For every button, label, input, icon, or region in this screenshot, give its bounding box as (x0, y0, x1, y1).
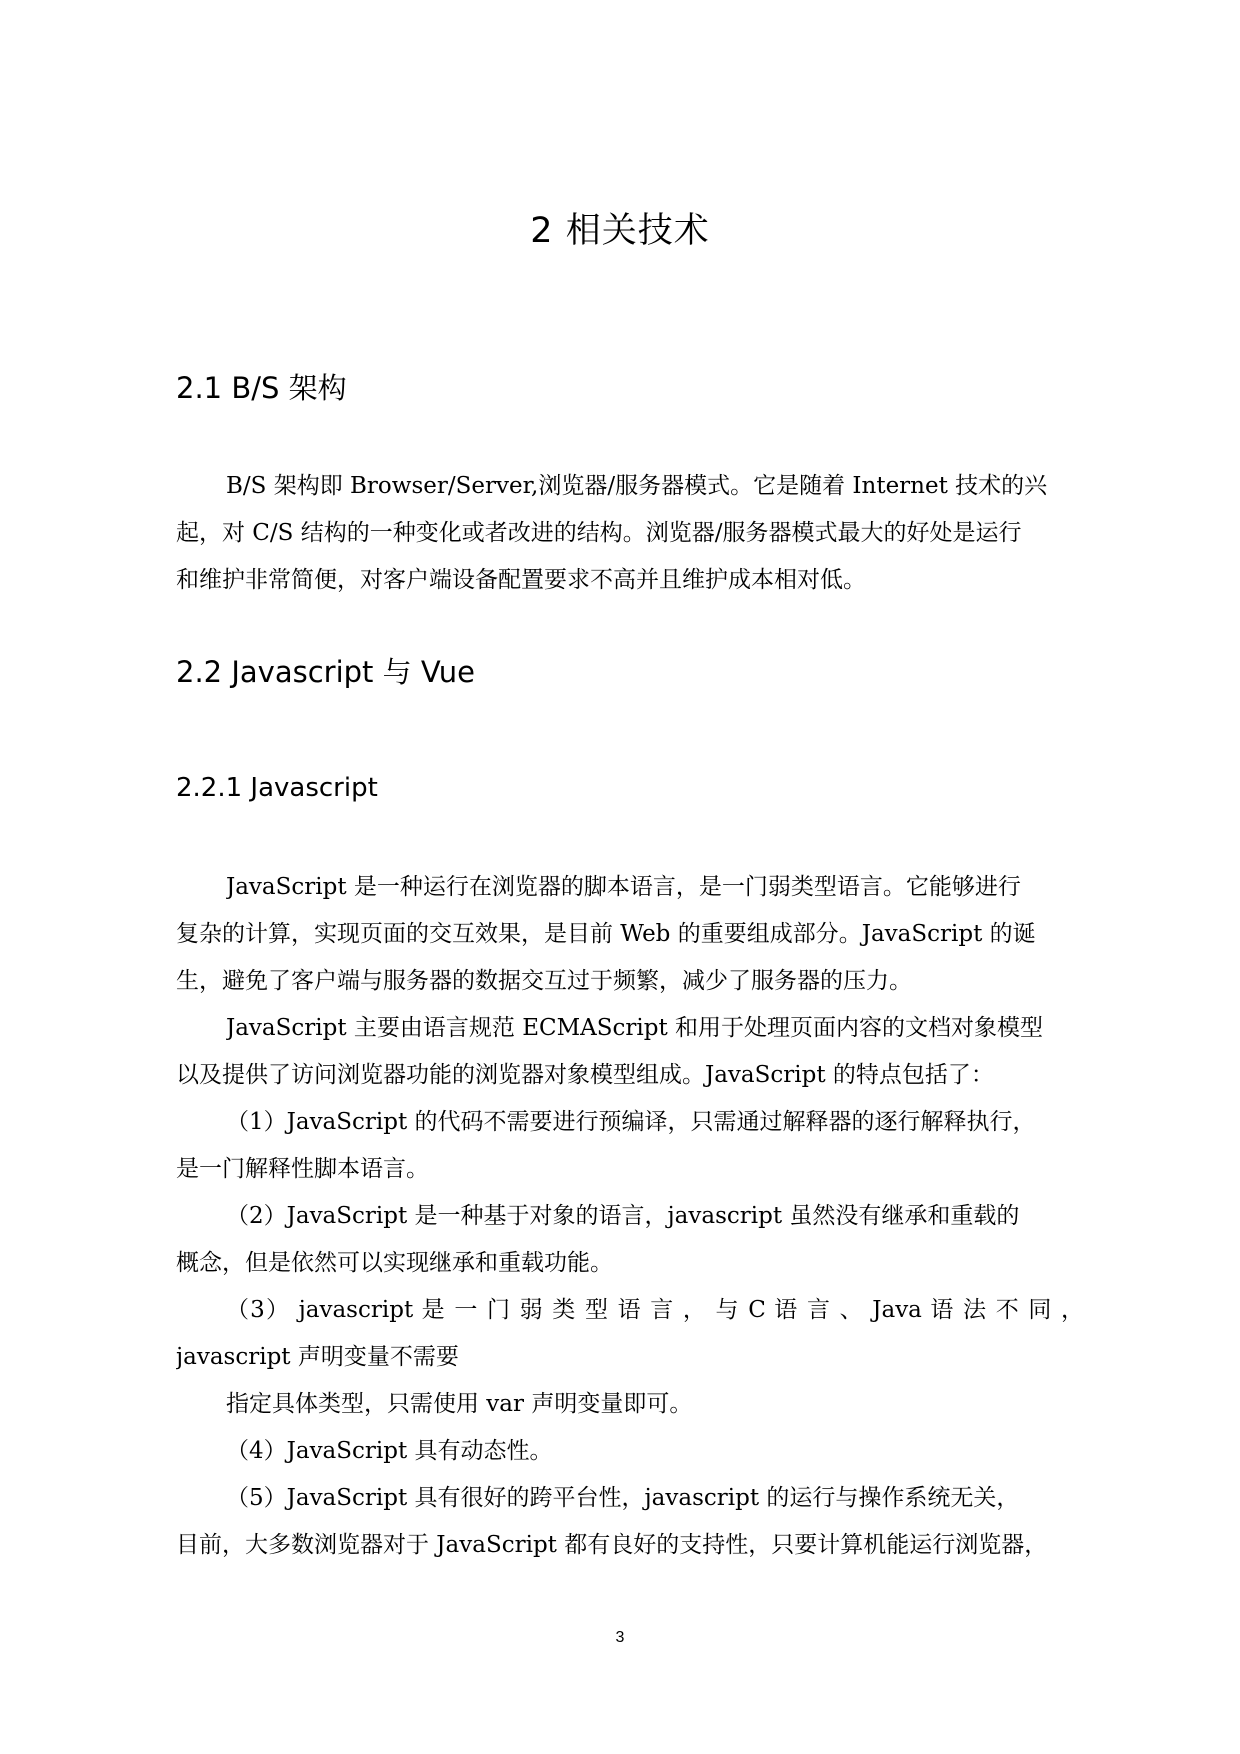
paragraph-line: 复杂的计算，实现页面的交互效果，是目前 Web 的重要组成部分。JavaScript 的诞 (176, 921, 1036, 947)
paragraph-line: 和维护非常简便，对客户端设备配置要求不高并且维护成本相对低。 (176, 567, 866, 593)
list-item-line: （5）JavaScript 具有很好的跨平台性，javascript 的运行与操作系统无关， (226, 1485, 1020, 1511)
section-heading-2-1: 2.1 B/S 架构 (176, 371, 347, 405)
section-heading-2-2-1: 2.2.1 Javascript (176, 773, 378, 803)
section-heading-2-2: 2.2 Javascript 与 Vue (176, 655, 475, 689)
list-item-line: （4）JavaScript 具有动态性。 (226, 1438, 553, 1464)
paragraph-line: 以及提供了访问浏览器功能的浏览器对象模型组成。JavaScript 的特点包括了： (176, 1062, 994, 1088)
list-item-line: 指定具体类型，只需使用 var 声明变量即可。 (226, 1391, 693, 1417)
paragraph-line: 生，避免了客户端与服务器的数据交互过于频繁，减少了服务器的压力。 (176, 968, 912, 994)
paragraph-line: JavaScript 主要由语言规范 ECMAScript 和用于处理页面内容的文档对象模型 (226, 1015, 1044, 1041)
list-item-line: （3） javascript 是 一 门 弱 类 型 语 言 ， 与 C 语 言 、 Java 语 法 不 同 ， (226, 1297, 1084, 1323)
chapter-title: 2 相关技术 (530, 211, 710, 251)
list-item-line: （2）JavaScript 是一种基于对象的语言，javascript 虽然没有继承和重载的 (226, 1203, 1020, 1229)
paragraph-line: JavaScript 是一种运行在浏览器的脚本语言，是一门弱类型语言。它能够进行 (226, 874, 1021, 900)
paragraph-line: 起，对 C/S 结构的一种变化或者改进的结构。浏览器/服务器模式最大的好处是运行 (176, 520, 1022, 546)
paragraph-line: B/S 架构即 Browser/Server,浏览器/服务器模式。它是随着 Internet 技术的兴 (226, 473, 1048, 499)
list-item-line: 概念，但是依然可以实现继承和重载功能。 (176, 1250, 613, 1276)
list-item-line: 目前，大多数浏览器对于 JavaScript 都有良好的支持性，只要计算机能运行浏览器， (176, 1532, 1048, 1558)
list-item-line: 是一门解释性脚本语言。 (176, 1156, 429, 1182)
list-item-line: （1）JavaScript 的代码不需要进行预编译，只需通过解释器的逐行解释执行， (226, 1109, 1036, 1135)
list-item-line: javascript 声明变量不需要 (176, 1344, 459, 1370)
page-number: 3 (615, 1629, 625, 1646)
